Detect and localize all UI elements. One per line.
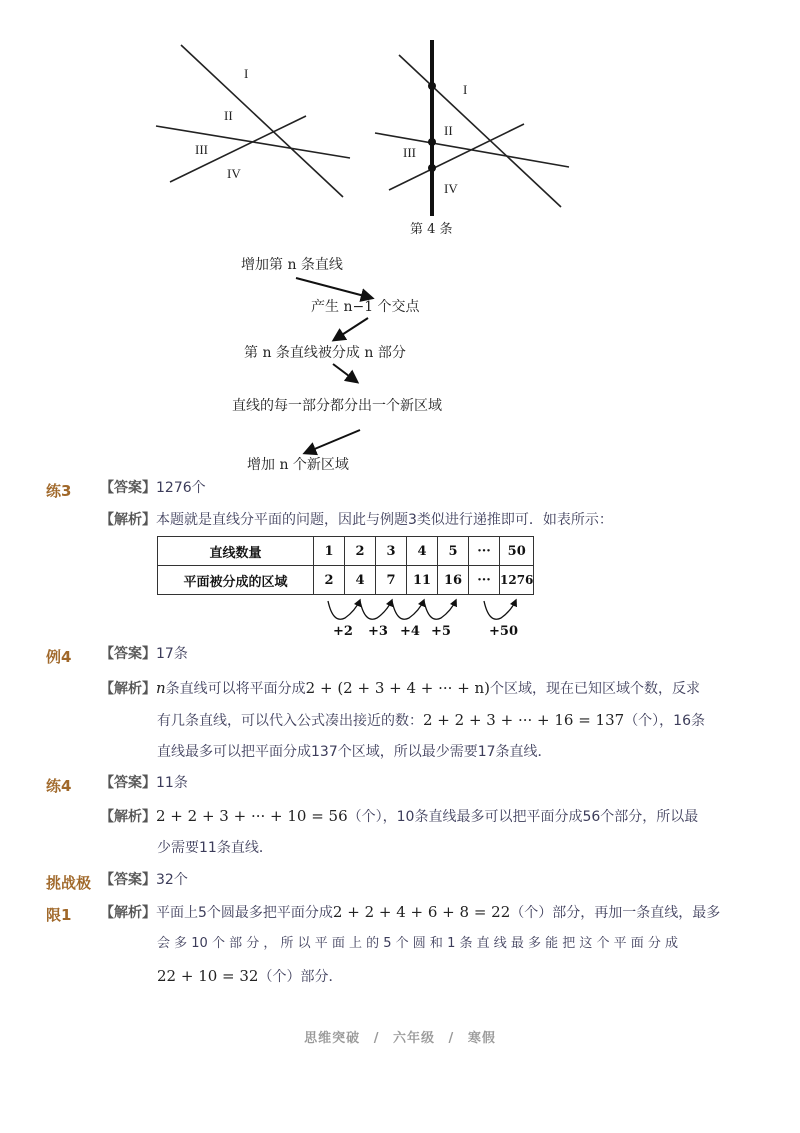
lines-diagram <box>0 0 800 245</box>
table-cell: 4 <box>345 566 376 595</box>
math-expression: 22 + 10 = 32 <box>157 967 259 985</box>
table-row <box>158 566 534 595</box>
increment-arrow-3 <box>392 600 424 619</box>
answer-value: 32个 <box>156 872 188 888</box>
analysis-text: 个区域，现在已知区域个数，反求 <box>490 681 701 697</box>
table-cell: 2 <box>345 537 376 566</box>
flow-step-1: 增加第 n 条直线 <box>241 257 343 273</box>
increment-label: +4 <box>400 624 420 639</box>
answer-line <box>100 638 188 670</box>
footer-book: 思维突破 <box>304 1031 361 1046</box>
analysis-line <box>100 672 700 705</box>
flow-arrow-1 <box>296 278 372 298</box>
analysis-line <box>157 736 552 768</box>
analysis-tag: 【解析】 <box>100 512 156 528</box>
footer-grade: 六年级 <box>392 1031 435 1046</box>
analysis-line <box>100 504 613 536</box>
table-cell: 50 <box>500 537 534 566</box>
item-label: 练4 <box>46 777 72 795</box>
analysis-tag: 【解析】 <box>100 809 156 825</box>
intersection-point-3 <box>428 164 436 172</box>
increment-label: +5 <box>431 624 451 639</box>
table-cell: 11 <box>407 566 438 595</box>
analysis-tag: 【解析】 <box>100 905 156 921</box>
recurrence-table <box>157 536 534 595</box>
right-figure <box>375 55 569 207</box>
table-cell: 1276 <box>500 566 534 595</box>
table-cell: 直线数量 <box>158 537 314 566</box>
table-cell: 2 <box>314 566 345 595</box>
answer-tag: 【答案】 <box>100 775 156 791</box>
footer-separator: / <box>448 1031 455 1046</box>
increment-arrow-4 <box>424 600 456 619</box>
table-cell: ··· <box>469 566 500 595</box>
intersection-point-2 <box>428 138 436 146</box>
answer-value: 1276个 <box>156 480 206 496</box>
flow-step-4: 直线的每一部分都分出一个新区域 <box>232 398 442 414</box>
footer-separator: / <box>373 1031 380 1046</box>
analysis-line <box>157 960 342 993</box>
item-label: 限1 <box>46 906 72 924</box>
analysis-text: （个）部分，再加一条直线，最多 <box>510 905 721 921</box>
analysis-line <box>100 896 720 929</box>
math-expression: 2 + 2 + 3 + ··· + 16 = 137 <box>423 711 625 729</box>
left-region-3: III <box>195 142 208 157</box>
answer-line <box>100 767 188 799</box>
right-region-1: I <box>463 82 468 97</box>
item-label: 练3 <box>46 482 72 500</box>
analysis-text: （个），16条 <box>624 713 706 729</box>
analysis-text: 直线最多可以把平面分成137个区域，所以最少需要17条直线． <box>157 744 552 760</box>
analysis-text: （个）部分． <box>258 969 343 985</box>
increment-arrow-5 <box>484 600 516 619</box>
analysis-tag: 【解析】 <box>100 681 156 697</box>
analysis-text: 平面上5个圆最多把平面分成 <box>156 905 333 921</box>
math-expression: 2 + 2 + 3 + ··· + 10 = 56 <box>156 807 348 825</box>
analysis-text: 有几条直线，可以代入公式凑出接近的数： <box>157 713 423 729</box>
right-region-2: II <box>444 123 453 138</box>
answer-value: 17条 <box>156 646 188 662</box>
analysis-text: （个），10条直线最多可以把平面分成56个部分，所以最 <box>347 809 699 825</box>
math-expression: 2 + (2 + 3 + 4 + ··· + n) <box>305 679 491 697</box>
table-row <box>158 537 534 566</box>
table-cell: 4 <box>407 537 438 566</box>
analysis-text: 条直线可以将平面分成 <box>165 681 306 697</box>
flow-arrow-3 <box>333 364 357 382</box>
analysis-line <box>100 800 698 833</box>
right-region-4: IV <box>444 181 458 196</box>
item-label: 例4 <box>46 648 72 666</box>
increment-label: +3 <box>368 624 388 639</box>
math-expression: 2 + 2 + 4 + 6 + 8 = 22 <box>332 903 511 921</box>
answer-tag: 【答案】 <box>100 480 156 496</box>
table-cell: 7 <box>376 566 407 595</box>
table-cell: 3 <box>376 537 407 566</box>
footer-term: 寒假 <box>467 1031 496 1046</box>
flow-arrow-2 <box>334 318 368 340</box>
table-cell: 5 <box>438 537 469 566</box>
intersection-point-1 <box>428 82 436 90</box>
table-cell: 1 <box>314 537 345 566</box>
table-cell: 平面被分成的区域 <box>158 566 314 595</box>
analysis-line <box>157 704 705 737</box>
right-caption: 第 4 条 <box>410 222 453 237</box>
increment-label: +50 <box>489 624 518 639</box>
flow-step-2: 产生 n−1 个交点 <box>311 299 420 315</box>
flow-arrow-4 <box>305 430 360 453</box>
left-region-1: I <box>244 66 249 81</box>
item-label: 挑战极 <box>46 874 92 892</box>
math-variable: n <box>156 679 166 697</box>
answer-value: 11条 <box>156 775 188 791</box>
table-cell: ··· <box>469 537 500 566</box>
analysis-text: 本题就是直线分平面的问题，因此与例题3类似进行递推即可．如表所示： <box>156 512 613 528</box>
analysis-line <box>157 928 678 960</box>
left-region-2: II <box>224 108 233 123</box>
left-figure <box>156 45 350 197</box>
increment-arrow-2 <box>360 600 392 619</box>
answer-tag: 【答案】 <box>100 646 156 662</box>
analysis-text: 少需要11条直线． <box>157 840 273 856</box>
answer-line <box>100 864 188 896</box>
flow-step-5: 增加 n 个新区域 <box>247 457 349 473</box>
answer-tag: 【答案】 <box>100 872 156 888</box>
increment-label: +2 <box>333 624 353 639</box>
increment-arrow-1 <box>328 600 360 619</box>
answer-line <box>100 472 206 504</box>
analysis-text: 会 多 10 个 部 分 ， 所 以 平 面 上 的 5 个 圆 和 1 条 直 线 最 多 能 把 这 个 平 面 分 成 <box>157 936 679 951</box>
flow-step-3: 第 n 条直线被分成 n 部分 <box>244 345 406 361</box>
table-cell: 16 <box>438 566 469 595</box>
right-region-3: III <box>403 145 416 160</box>
analysis-line <box>157 832 273 864</box>
page-footer <box>0 1027 800 1046</box>
flow-arrows <box>0 240 800 480</box>
left-region-4: IV <box>227 166 241 181</box>
